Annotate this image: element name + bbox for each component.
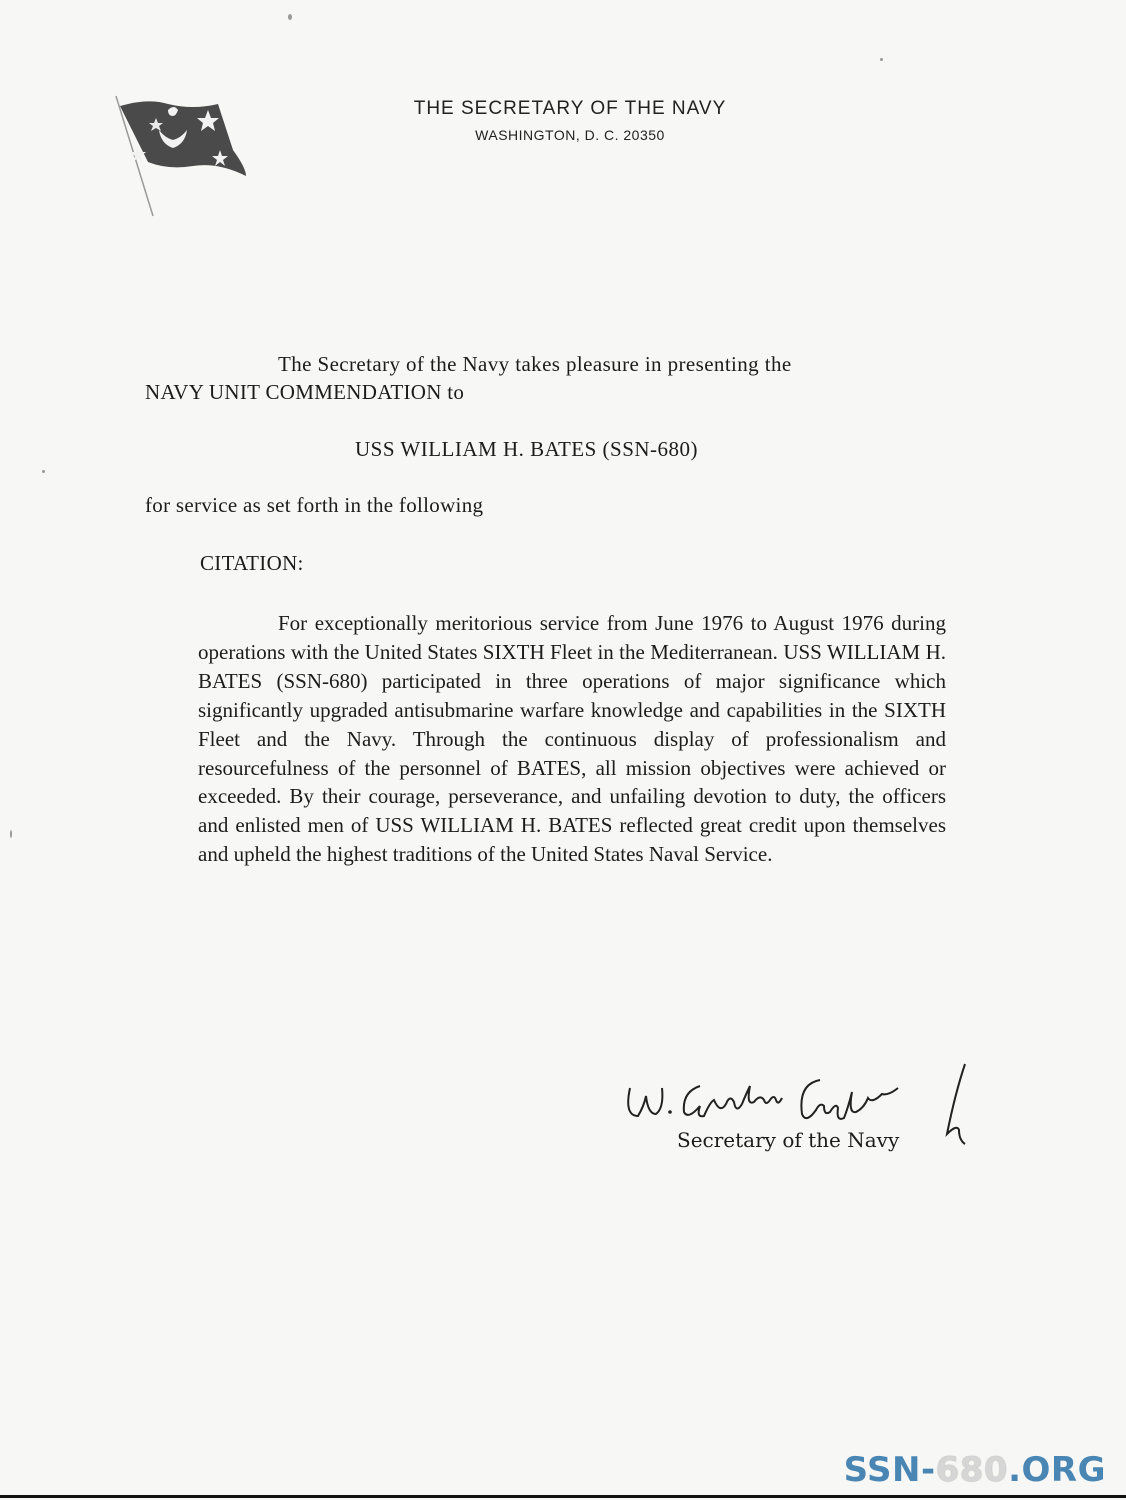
letterhead-address: WASHINGTON, D. C. 20350 xyxy=(475,127,665,143)
citation-label: CITATION: xyxy=(200,551,304,575)
scan-edge-line xyxy=(0,1495,1126,1498)
scan-speck xyxy=(42,470,45,473)
scan-speck xyxy=(288,14,292,20)
letterhead-title: THE SECRETARY OF THE NAVY xyxy=(413,98,727,119)
scan-speck xyxy=(10,830,12,838)
watermark-part-2: 680 xyxy=(935,1450,1009,1490)
service-line: for service as set forth in the following xyxy=(145,493,484,517)
watermark-part-1: SSN- xyxy=(843,1450,936,1490)
watermark-part-3: .ORG xyxy=(1008,1450,1106,1490)
citation-text: For exceptionally meritorious service from June 1976 to August 1976 during operations with the United States SIXTH Fleet in the Mediterranean. USS WILLIAM H. BATES (SSN-680) participated in three operations of major significance which significantly upgraded antisubmarine warfare knowledge and capabilities in the SIXTH Fleet and the Navy. Through the continuous display of professionalism and resourcefulness of the personnel of BATES, all mission objectives were achieved or exceeded. By their courage, perseverance, and unfailing devotion to duty, the officers and enlisted men of USS WILLIAM H. BATES reflected great credit upon themselves and upheld the highest traditions of the United States Naval Service. xyxy=(198,611,946,867)
scan-speck xyxy=(880,58,883,61)
signature-title: Secretary of the Navy xyxy=(677,1128,900,1152)
site-watermark xyxy=(844,1450,1106,1490)
navy-flag-icon xyxy=(108,88,248,218)
citation-body xyxy=(198,609,946,869)
letterhead xyxy=(340,98,800,143)
recipient-name: USS WILLIAM H. BATES (SSN-680) xyxy=(355,437,699,461)
intro-line-2: NAVY UNIT COMMENDATION to xyxy=(145,380,465,404)
intro-line-1: The Secretary of the Navy takes pleasure in presenting the xyxy=(278,352,792,376)
